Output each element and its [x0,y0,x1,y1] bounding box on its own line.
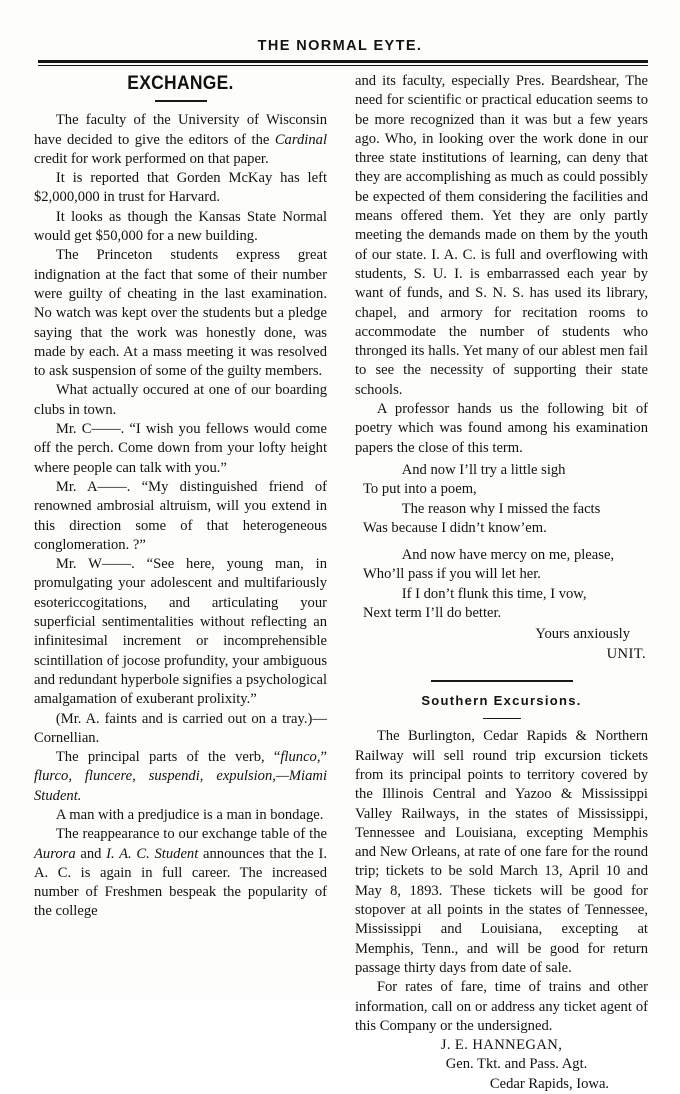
header-rule-thin [38,65,648,66]
text-run: The principal parts of the verb, “ [55,749,281,766]
paragraph-mr-a [34,478,327,555]
subtitle-underrule [483,718,521,720]
signature-place: Cedar Rapids, Iowa. [489,1075,610,1092]
text-run: Mr. A——. “My distinguished friend of renowned ambrosial altruism, will you extend in this direction some of that heterogeneous conglomeration. ?” [34,478,327,553]
poem-line: Who’ll pass if you will let her. [363,566,541,583]
paragraph-wisconsin [34,111,327,169]
poem-line: If I don’t flunk this time, I vow, [401,585,587,602]
continued-paragraph: and its faculty, especially Pres. Beardshear, The need for scientific or practical education seems to be more recognized than it was but a few years ago. Who, in looking over the work done in our three state institutions of learning, can deny that they are accomplishing as much as could possibly be expected of them considering the facilities and means offered them. Yet they are only partly meeting the demands made on them by the youth of our state. I. A. C. is full and overflowing with students, S. U. I. is embarrassed each year by want of funds, and S. N. S. has used its library, chapel, and armory for recitation rooms to accommodate the number of students who thronged its halls. Yet many of our ablest men fail to see the necessity of supporting their state schools. [355,73,648,398]
page-running-head: THE NORMAL EYTE. [257,38,423,54]
paragraph-mr-c [34,420,327,478]
two-column-body [34,70,648,1092]
right-column [355,70,648,1092]
poem-stanza-gap [355,538,648,546]
paragraph-kansas [34,208,327,247]
poem-line: And now have mercy on me, please, [401,547,615,564]
text-run: What actually occured at one of our boarding clubs in town. [34,382,327,418]
poem-block [355,461,648,623]
text-run: It is reported that Gorden McKay has left $2,000,000 in trust for Harvard. [34,170,327,206]
text-run: and [75,845,107,862]
left-column-paragraphs [34,111,327,921]
paragraph-verb-joke [34,748,327,806]
text-run: A man with a predjudice is a man in bondage. [55,806,324,823]
text-run: announces that the I. A. C. is again in full career. The increased number of Freshmen bespeak the popularity of the college [34,845,327,920]
poem-signoff-line: Yours anxiously [535,626,630,643]
excursions-paragraph-2: For rates of fare, time of trains and other information, call on or address any ticket agent of this Company or the undersigned. [355,979,648,1034]
italic-run: flurco, fluncere, suspendi, expulsion,—Miami Student. [34,768,327,804]
paragraph-mr-w [34,555,327,709]
section-title-southern-excursions: Southern Excursions. [421,692,582,708]
poem-line: Next term I’ll do better. [363,605,502,622]
italic-run: Aurora [34,845,76,862]
paragraph-boarding-club [34,381,327,420]
text-run: credit for work performed on that paper. [34,150,269,167]
paragraph-aurora [34,825,327,921]
section-title-exchange: EXCHANGE. [127,73,234,94]
poem-line: Was because I didn’t know’em. [363,519,547,536]
text-run: The Princeton students express great indignation at the fact that some of their number were guilty of cheating in the last examination. No watch was kept over the students but a pledge saying that the work was honestly done, was made by each. At a mass meeting it was resolved to ask suspension of some of the guilty members. [34,247,327,380]
text-run: Mr. C——. “I wish you fellows would come off the perch. Come down from your lofty height where people can talk with you.” [34,421,327,476]
paragraph-cornellian [34,710,327,749]
text-run: ,” [316,749,327,766]
paragraph-mckay [34,169,327,208]
italic-run: Cardinal [274,131,327,148]
italic-run: flunco [280,749,317,766]
text-run: The faculty of the University of Wisconsin have decided to give the editors of the [34,112,327,148]
text-run: It looks as though the Kansas State Normal would get $50,000 for a new building. [34,208,327,245]
poem-signature: UNIT. [606,645,646,662]
text-run: The reappearance to our exchange table of the [55,826,327,843]
poem-line: To put into a poem, [363,481,477,498]
poem-line: The reason why I missed the facts [401,500,601,517]
header-double-rule [38,60,648,66]
left-column [34,70,327,990]
signature-title: Gen. Tkt. and Pass. Agt. [445,1056,588,1073]
paragraph-princeton [34,246,327,381]
signature-name: J. E. HANNEGAN, [440,1037,563,1054]
italic-run: I. A. C. Student [106,845,199,862]
excursions-paragraph-1: The Burlington, Cedar Rapids & Northern Railway will sell round trip excursion tickets from its principal points to territory covered by the Illinois Central and Yazoo & Mississippi Valley Railways, in the states of Mississippi, Tennessee and Louisiana, excepting Memphis and New Orleans, at rate of one fare for the round trip; tickets to be sold March 13, April 10 and May 8, 1893. These tickets will be good for stopover at all points in the states of Tennessee, Mississippi and Louisiana, excepting at Memphis, Tenn., and will be good for return passage thirty days from date of sale. [355,728,648,976]
title-underrule [155,100,207,102]
paragraph-predjudice [34,806,327,825]
text-run: Mr. W——. “See here, young man, in promulgating your adolescent and multifariously esotericcogitations, and articulating your superficial sentimentalities without reflecting an infinitesimal increment or incomprehensible scintillation of jocose profundity, your ambiguous and redundant hyperbole signifies a psychological amalgamation of exuberant prolixity.” [34,556,328,708]
poem-line: And now I’ll try a little sigh [401,461,566,478]
section-divider-rule [431,680,573,682]
poem-intro-paragraph: A professor hands us the following bit of poetry which was found among his examination papers the close of this term. [355,401,648,456]
text-run: (Mr. A. faints and is carried out on a tray.)—Cornellian. [34,710,327,746]
